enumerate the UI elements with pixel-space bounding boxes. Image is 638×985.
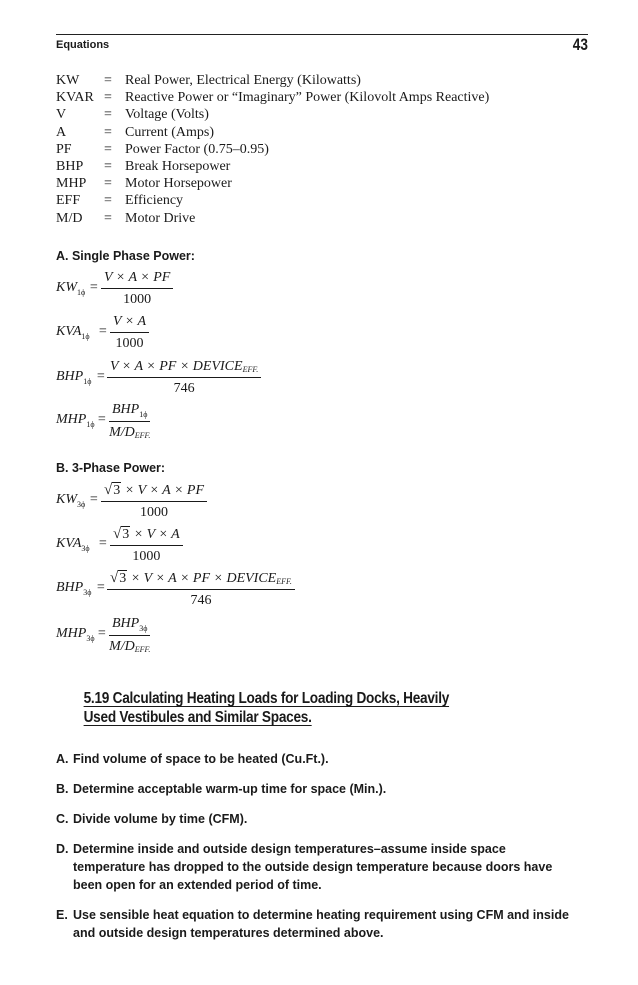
sqrt-icon: √ (110, 570, 119, 586)
eq-lhs: KW (56, 492, 77, 507)
fraction (109, 402, 150, 441)
fraction (101, 270, 173, 308)
numerator: V × A (113, 314, 147, 329)
fraction-bar (110, 332, 149, 333)
phase-subscript: 1ϕ (77, 287, 86, 297)
fraction (109, 616, 150, 655)
def-symbol: KVAR (56, 90, 94, 106)
equals-sign: = (97, 412, 107, 427)
fraction (107, 359, 261, 397)
phase-subscript: 3ϕ (139, 623, 148, 633)
def-symbol: A (56, 124, 67, 140)
def-text: Efficiency (125, 193, 184, 209)
definition-row (56, 192, 489, 209)
definition-row (56, 106, 489, 123)
definition-row (56, 141, 489, 158)
def-equals: = (104, 176, 112, 192)
def-symbol: PF (56, 141, 72, 157)
phase-subscript: 1ϕ (139, 409, 148, 419)
denominator: M/D (109, 638, 135, 654)
list-item (56, 906, 576, 942)
sqrt-icon: √ (113, 526, 122, 542)
numerator: BHP (112, 616, 140, 631)
radicand: 3 (122, 527, 130, 542)
fraction (107, 570, 295, 609)
equals-sign: = (89, 492, 99, 507)
fraction-bar (110, 545, 183, 546)
numerator: V × A × PF × DEVICE (110, 359, 243, 374)
equals-sign: = (89, 280, 99, 295)
step-text: Find volume of space to be heated (Cu.Ft.). (73, 752, 329, 766)
equals-sign: = (97, 626, 107, 641)
steps-list (56, 750, 576, 954)
denominator: 746 (190, 593, 212, 608)
fraction-bar (109, 635, 150, 636)
fraction (110, 526, 183, 565)
fraction (101, 482, 207, 521)
denominator: 1000 (115, 336, 144, 351)
def-text: Reactive Power or “Imaginary” Power (Kilovolt Amps Reactive) (125, 90, 490, 106)
section-title (56, 689, 516, 727)
def-symbol: KW (56, 73, 80, 88)
definition-row (56, 158, 489, 175)
def-equals: = (104, 210, 112, 226)
definitions-list (56, 72, 489, 227)
def-text: Voltage (Volts) (125, 107, 209, 123)
def-equals: = (104, 107, 112, 123)
step-text: Determine acceptable warm-up time for space (Min.). (73, 782, 387, 796)
equals-sign: = (98, 324, 108, 339)
header-rule (56, 34, 588, 35)
denominator: 746 (173, 381, 195, 396)
fraction-bar (101, 288, 173, 289)
def-symbol: EFF (56, 193, 81, 209)
list-item (56, 750, 576, 768)
denominator: 1000 (123, 292, 152, 307)
equals-sign: = (98, 536, 108, 551)
eq-lhs: BHP (56, 580, 84, 595)
step-letter: E. (56, 908, 68, 922)
step-text: Use sensible heat equation to determine heating requirement using CFM and inside and outside design temperatures determined above. (73, 908, 569, 940)
def-text: Power Factor (0.75–0.95) (125, 141, 269, 157)
def-text: Break Horsepower (125, 158, 231, 174)
single-phase-heading: A. Single Phase Power: (56, 249, 195, 263)
step-text: Divide volume by time (CFM). (73, 812, 248, 826)
denominator: 1000 (132, 549, 161, 564)
eq-lhs: KW (56, 280, 77, 295)
equals-sign: = (96, 369, 106, 384)
denominator: M/D (109, 424, 135, 440)
definition-row (56, 89, 489, 106)
def-equals: = (104, 73, 112, 88)
def-symbol: BHP (56, 158, 84, 174)
definition-row (56, 72, 489, 89)
def-equals: = (104, 90, 112, 106)
eff-subscript: EFF. (276, 577, 292, 586)
fraction-bar (101, 501, 207, 502)
page-number: 43 (572, 35, 588, 54)
phase-subscript: 3ϕ (83, 587, 92, 597)
def-symbol: M/D (56, 210, 83, 226)
section-title-line-1: 5.19 Calculating Heating Loads for Loading Docks, Heavily (83, 690, 450, 707)
def-symbol: MHP (56, 176, 87, 192)
def-text: Motor Drive (125, 210, 196, 226)
definition-row (56, 210, 489, 227)
denominator: 1000 (140, 505, 169, 520)
def-text: Motor Horsepower (125, 176, 232, 192)
eq-lhs: KVA (56, 324, 82, 339)
fraction (110, 314, 149, 352)
numerator: V × A × PF (104, 270, 171, 285)
step-letter: A. (56, 752, 69, 766)
eq-lhs: BHP (56, 369, 84, 384)
phase-subscript: 3ϕ (77, 499, 86, 509)
page-header (56, 35, 588, 58)
def-text: Current (Amps) (125, 124, 215, 140)
sqrt-icon: √ (104, 482, 113, 498)
definition-row (56, 124, 489, 141)
radicand: 3 (119, 571, 127, 586)
list-item (56, 840, 576, 894)
eq-lhs: KVA (56, 536, 82, 551)
eq-lhs: MHP (56, 412, 87, 427)
list-item (56, 810, 576, 828)
eff-subscript: EFF. (134, 644, 151, 654)
three-phase-heading: B. 3-Phase Power: (56, 461, 166, 475)
def-equals: = (104, 124, 112, 140)
fraction-bar (107, 377, 261, 378)
step-letter: B. (56, 782, 69, 796)
def-equals: = (104, 193, 112, 209)
numerator: BHP (112, 402, 140, 417)
fraction-bar (109, 421, 150, 422)
numerator: × V × A (133, 527, 180, 542)
def-equals: = (104, 158, 112, 174)
phase-subscript: 1ϕ (81, 331, 90, 341)
section-title-line-2: Used Vestibules and Similar Spaces. (83, 709, 312, 726)
numerator: × V × A × PF (124, 483, 205, 498)
running-head: Equations (56, 39, 110, 51)
step-text: Determine inside and outside design temperatures–assume inside space temperature has dropped to the outside design temperature because doors have been open for an extended period of time. (73, 842, 553, 892)
list-item (56, 780, 576, 798)
eff-subscript: EFF. (242, 365, 259, 374)
phase-subscript: 1ϕ (83, 376, 92, 386)
numerator: × V × A × PF × DEVICE (130, 571, 277, 586)
step-letter: D. (56, 842, 69, 856)
def-equals: = (104, 141, 112, 157)
fraction-bar (107, 589, 295, 590)
phase-subscript: 1ϕ (86, 419, 95, 429)
phase-subscript: 3ϕ (86, 633, 95, 643)
equals-sign: = (96, 580, 106, 595)
eq-lhs: MHP (56, 626, 87, 641)
def-symbol: V (56, 107, 67, 123)
definition-row (56, 175, 489, 192)
eff-subscript: EFF. (134, 430, 151, 440)
def-text: Real Power, Electrical Energy (Kilowatts) (125, 73, 361, 88)
radicand: 3 (113, 483, 121, 498)
phase-subscript: 3ϕ (81, 543, 90, 553)
step-letter: C. (56, 812, 69, 826)
